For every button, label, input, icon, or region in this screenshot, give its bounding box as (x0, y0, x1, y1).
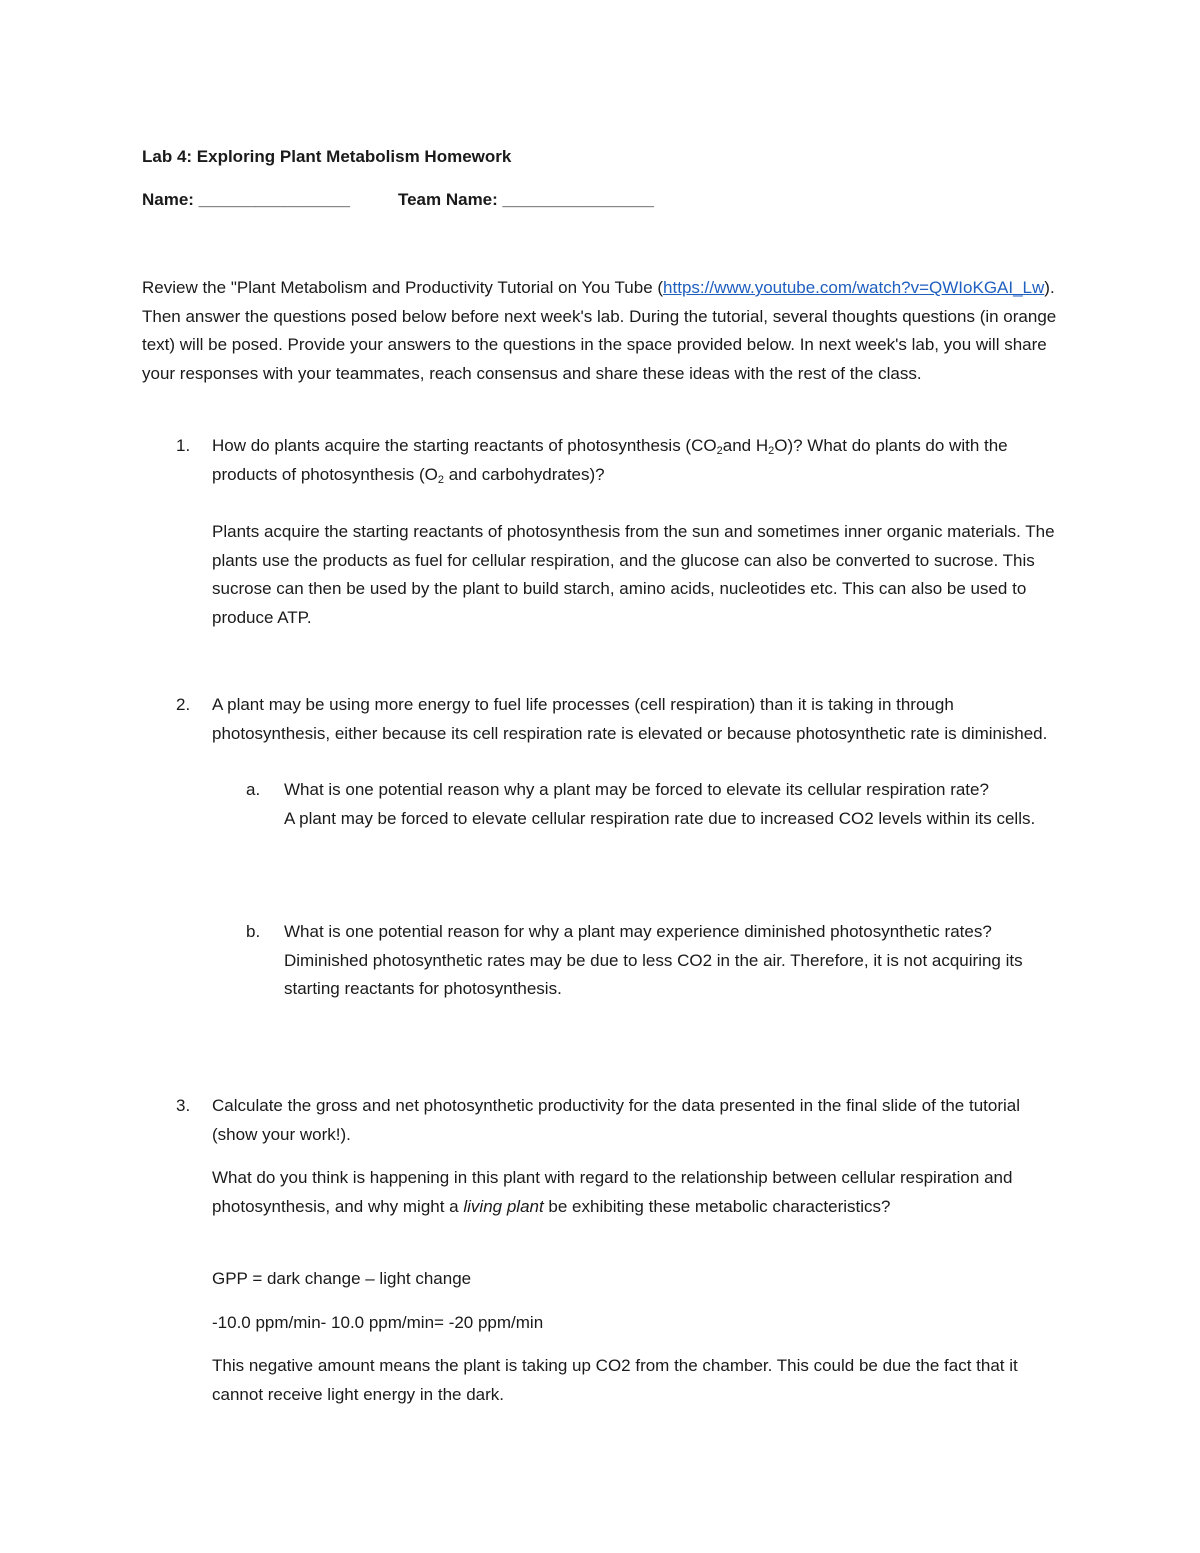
question-3 (142, 1092, 1062, 1149)
question-text: How do plants acquire the starting reactants of photosynthesis ($CO_2and$ $H_2O$)? What do plants do with the products of photosynthesis ($O_2$ and carbohydrates)? (212, 436, 1008, 486)
sub-question-text: What is one potential reason for why a plant may experience diminished photosynthetic rates? (284, 922, 992, 941)
intro-paragraph: Review the "Plant Metabolism and Productivity Tutorial on You Tube (https://www.youtube.com/watch?v=QWIoKGAI_Lw). Then answer the questions posed below before next week's lab. During the tutorial, several thoughts questions (in orange text) will be posed. Provide your answers to the questions in the space provided below. In next week's lab, you will share your responses with your teammates, reach consensus and share these ideas with the rest of the class. (142, 278, 1057, 383)
sub-answer-text: Diminished photosynthetic rates may be due to less CO2 in the air. Therefore, it is not acquiring its starting reactants for photosynthesis. (284, 950, 1023, 998)
question-number: 1. (176, 436, 191, 455)
sub-answer-text: A plant may be forced to elevate cellular respiration rate due to increased CO2 levels within its cells. (284, 808, 1036, 828)
gpp-formula: GPP = dark change – light change (212, 1269, 472, 1288)
sub-question-text: What is one potential reason why a plant may be forced to elevate its cellular respiration rate? (284, 780, 989, 799)
document-title: Lab 4: Exploring Plant Metabolism Homework (142, 147, 512, 166)
question-text: Calculate the gross and net photosynthetic productivity for the data presented in the final slide of the tutorial (show your work!). (212, 1096, 1020, 1144)
question-number: 2. (176, 695, 191, 714)
answer-1: Plants acquire the starting reactants of photosynthesis from the sun and sometimes inner organic materials. The plants use the products as fuel for cellular respiration, and the glucose can also be converted to sucrose. This sucrose can then be used by the plant to build starch, amino acids, nucleotides etc. This can also be used to produce ATP. (212, 522, 1055, 627)
question-2b (212, 918, 1062, 1004)
name-field-label: Name: ________________ (142, 190, 350, 209)
question-number: 3. (176, 1096, 191, 1115)
question-text: A plant may be using more energy to fuel life processes (cell respiration) than it is taking in through photosynthesis, either because its cell respiration rate is elevated or because photosynthetic rate is diminished. (212, 695, 1048, 743)
team-name-field-label: Team Name: ________________ (397, 190, 654, 209)
sub-question-letter: a. (246, 780, 261, 799)
youtube-link[interactable]: https://www.youtube.com/watch?v=QWIoKGAI_Lw (663, 278, 1045, 297)
question-2 (142, 691, 1062, 748)
sub-question-letter: b. (246, 922, 261, 941)
name-row (142, 186, 1062, 215)
question-1 (142, 432, 1062, 489)
question-2a (212, 776, 1062, 833)
gpp-calculation: -10.0 ppm/min- 10.0 ppm/min= -20 ppm/min (212, 1313, 544, 1332)
question-3-followup: What do you think is happening in this plant with regard to the relationship between cellular respiration and photosynthesis, and why might a living plant be exhibiting these metabolic characteristics? (212, 1168, 1013, 1216)
answer-3: This negative amount means the plant is taking up CO2 from the chamber. This could be due the fact that it cannot receive light energy in the dark. (212, 1356, 1018, 1404)
